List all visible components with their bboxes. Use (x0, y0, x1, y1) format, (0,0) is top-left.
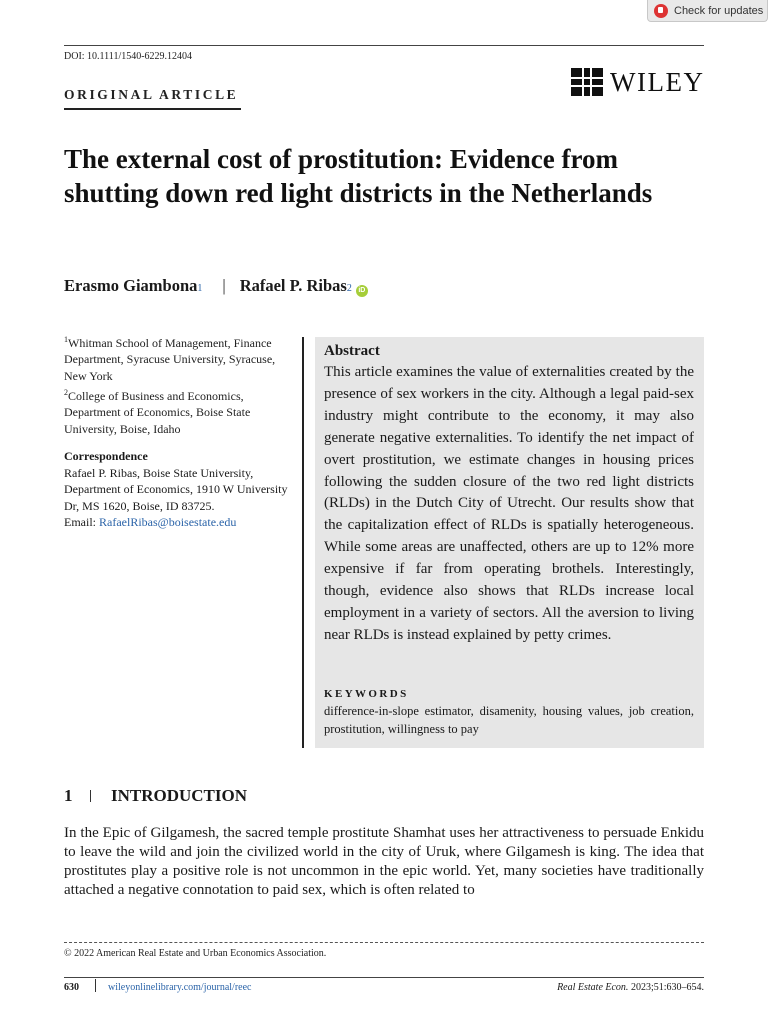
keywords-heading: KEYWORDS (324, 688, 409, 700)
intro-text: In the Epic of Gilgamesh, the sacred temple prostitute Shamhat uses her attractiveness to persuade Enkidu to leave the wild and join the civilized world in the city of Uruk, where Gilgamesh is king. The idea that prostitutes play a positive role is not uncommon in the epic world. Yet, many societies have traditionally attached a negative connotation to paid sex, which is often related to (64, 825, 704, 898)
abstract-heading: Abstract (324, 343, 380, 359)
article-type: ORIGINAL ARTICLE (64, 87, 239, 102)
affiliation (64, 385, 294, 437)
bookmark-icon (654, 4, 668, 18)
doi: DOI: 10.1111/1540-6229.12404 (64, 51, 193, 62)
check-for-updates-label: Check for updates (674, 4, 764, 17)
publisher-name: WILEY (610, 67, 705, 97)
page-number: 630 (64, 982, 79, 993)
citation-details: 2023;51:630–654. (628, 982, 704, 993)
affiliation-text: College of Business and Economics, Department of Economics, Boise State University, Boise, Idaho (64, 389, 251, 436)
footer-divider (95, 979, 96, 992)
affiliation-mark: 2 (64, 388, 68, 397)
author-name: Erasmo Giambona (64, 276, 198, 295)
author-separator: | (222, 276, 226, 295)
orcid-icon[interactable]: iD (356, 285, 368, 297)
copyright: © 2022 American Real Estate and Urban Economics Association. (64, 948, 327, 959)
abstract-divider (302, 337, 304, 748)
check-for-updates-button[interactable] (647, 0, 768, 22)
top-rule (64, 45, 704, 46)
section-title: INTRODUCTION (111, 786, 248, 805)
correspondence-heading: Correspondence (64, 449, 148, 463)
keywords-body: difference-in-slope estimator, disamenity, housing values, job creation, prostitution, willingness to pay (324, 704, 694, 736)
author-name: Rafael P. Ribas (239, 276, 347, 295)
author-list (64, 276, 368, 296)
affiliation-text: Whitman School of Management, Finance Department, Syracuse University, Syracuse, New York (64, 336, 276, 383)
affiliation-mark: 1 (64, 335, 68, 344)
citation (557, 982, 704, 993)
publisher-logo (571, 68, 704, 96)
paper-title: The external cost of prostitution: Evidence from shutting down red light districts in the Netherlands (64, 144, 653, 208)
footnote-rule (64, 942, 704, 943)
affiliation (64, 332, 294, 384)
section-number: 1 (64, 786, 73, 805)
email-link[interactable]: RafaelRibas@boisestate.edu (99, 514, 237, 529)
article-type-underline (64, 108, 241, 110)
correspondence-address: Rafael P. Ribas, Boise State University, Department of Economics, 1910 W University Dr, MS 1620, Boise, ID 83725. (64, 466, 288, 513)
email-label: Email: (64, 514, 99, 529)
intro-paragraph (64, 824, 704, 900)
journal-name: Real Estate Econ. (557, 982, 629, 993)
footer-rule (64, 977, 704, 978)
author-affiliation-mark: 1 (197, 283, 203, 294)
abstract-body: This article examines the value of externalities created by the presence of sex workers in the city. Although a legal paid-sex industry might contribute to the economy, it may also generate negative externalities. To identify the net impact of overt prostitution, we estimate changes in housing prices following the sudden closure of the two red light districts (RLDs) in the Dutch City of Utrecht. Our results show that the capitalization effect of RLDs is spatially heterogeneous. While some areas are unaffected, others are up to 12% more expensive if far from operating brothels. Interestingly, though, evidence also shows that RLDs increase local employment in a variety of sectors. All the aversion to living near RLDs is instead explained by petty crimes. (324, 364, 694, 643)
author-affiliation-mark: 2 (346, 283, 352, 294)
section-divider (90, 790, 91, 802)
wiley-logo-icon (571, 68, 603, 96)
journal-url-link[interactable]: wileyonlinelibrary.com/journal/reec (108, 982, 252, 993)
correspondence-body (64, 465, 294, 530)
